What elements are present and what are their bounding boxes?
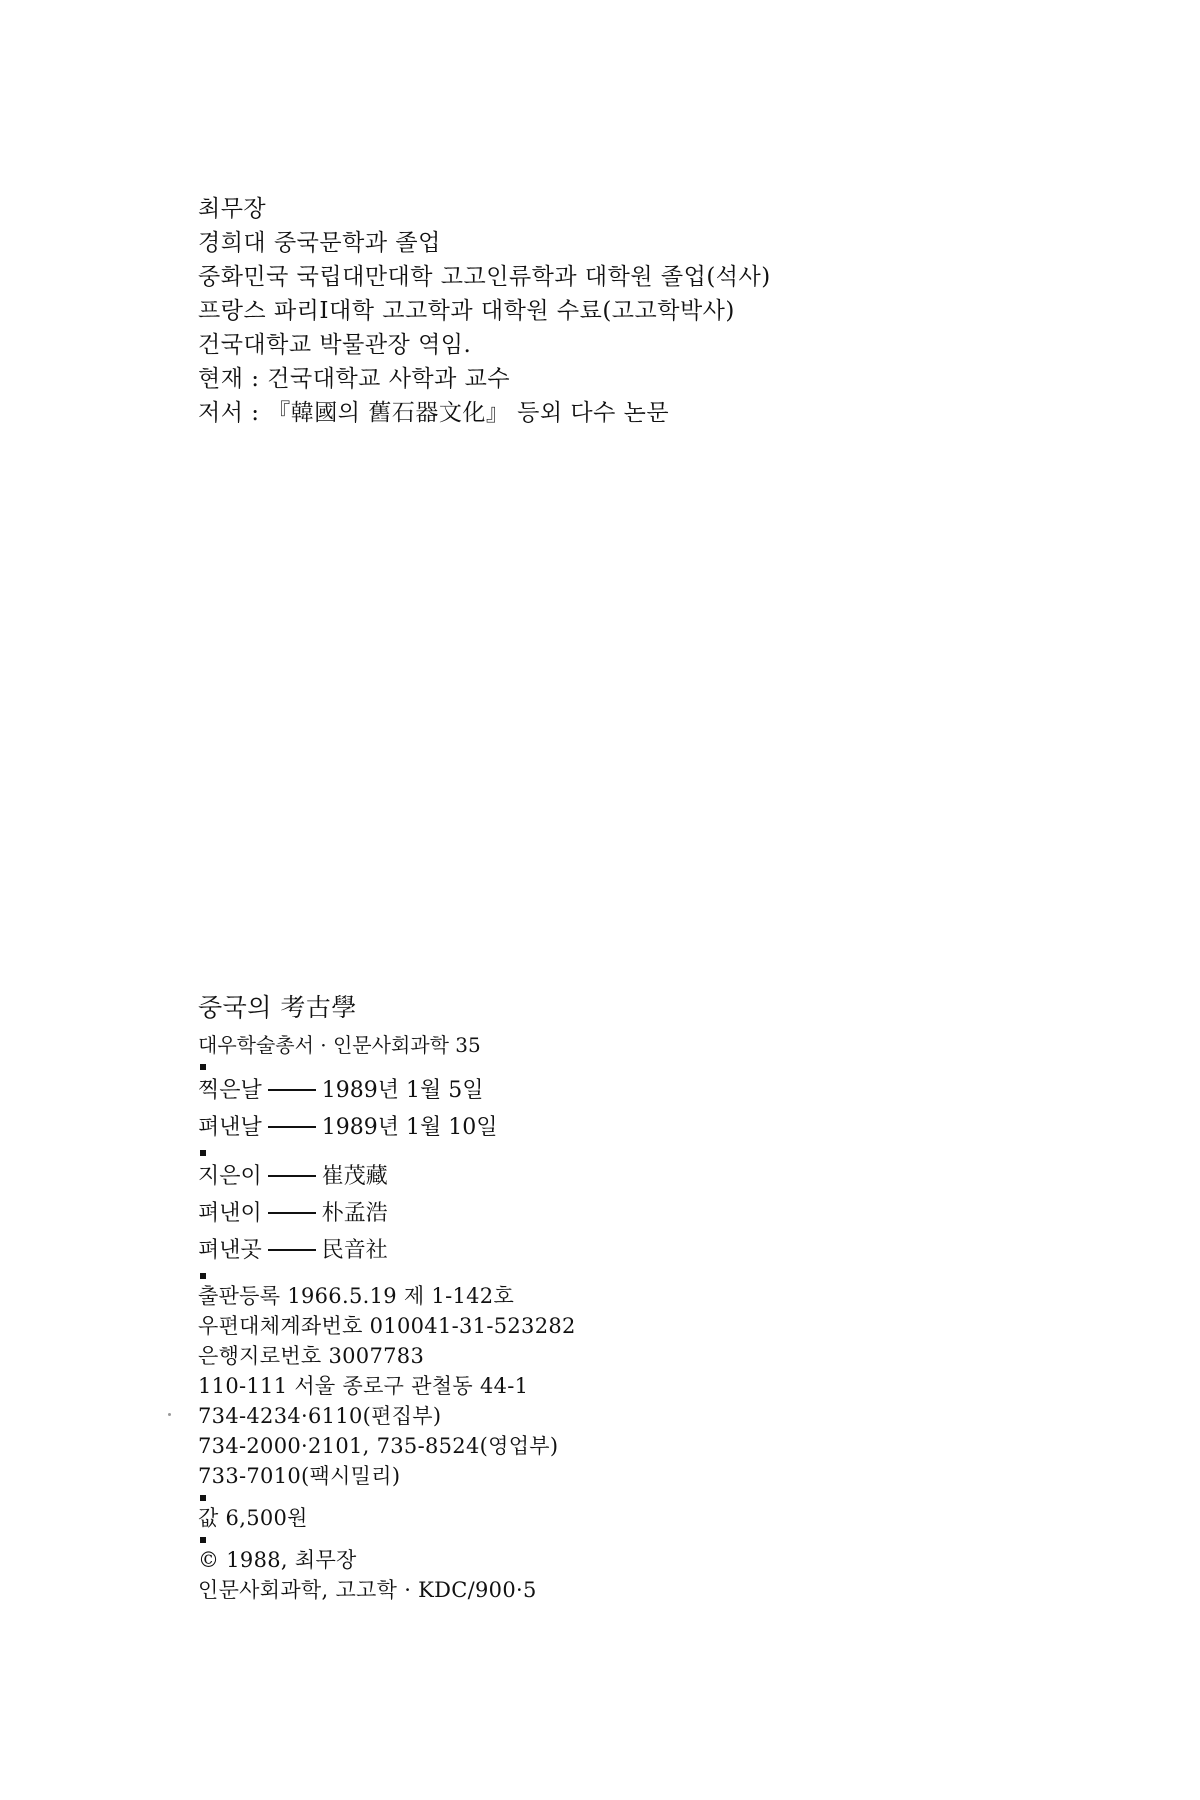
- classification: 인문사회과학, 고고학 · KDC/900·5: [198, 1578, 537, 1602]
- print-date-value: 1989년 1월 5일: [321, 1078, 484, 1103]
- bio-line-education-1: 경희대 중국문학과 졸업: [198, 230, 441, 256]
- bio-line-career: 건국대학교 박물관장 역임.: [198, 332, 472, 358]
- author-row: [198, 1158, 958, 1195]
- publishing-house-row: [198, 1232, 958, 1269]
- phone-sales-line: 734-2000·2101, 735-8524(영업부): [198, 1434, 559, 1458]
- publish-date-row: [198, 1109, 958, 1146]
- dash-rule: [268, 1212, 316, 1214]
- publisher-row: [198, 1195, 958, 1232]
- bio-line-education-2: 중화민국 국립대만대학 고고인류학과 대학원 졸업(석사): [198, 264, 771, 290]
- scan-speck: [168, 1413, 171, 1416]
- copyright-notice: © 1988, 최무장: [198, 1548, 357, 1572]
- colophon: [198, 990, 958, 1605]
- bio-line-education-3: 프랑스 파리I대학 고고학과 대학원 수료(고고학박사): [198, 298, 735, 324]
- author-bio: [198, 192, 958, 430]
- dash-rule: [268, 1126, 316, 1128]
- section-bullet: [200, 1064, 206, 1070]
- dash-rule: [268, 1089, 316, 1091]
- dash-rule: [268, 1249, 316, 1251]
- publish-date-value: 1989년 1월 10일: [321, 1115, 498, 1140]
- registration-line: 출판등록 1966.5.19 제 1-142호: [198, 1284, 515, 1308]
- publisher-value: 朴孟浩: [321, 1201, 388, 1226]
- print-date-label: 찍은날: [198, 1078, 262, 1103]
- bio-line-current-position: 현재 : 건국대학교 사학과 교수: [198, 366, 511, 392]
- price: 값 6,500원: [198, 1506, 308, 1530]
- address-line: 110-111 서울 종로구 관철동 44-1: [198, 1374, 529, 1398]
- publish-date-label: 펴낸날: [198, 1115, 262, 1140]
- publisher-label: 펴낸이: [198, 1201, 262, 1226]
- author-name: 최무장: [198, 196, 267, 222]
- book-title: 중국의 考古學: [198, 993, 357, 1022]
- print-date-row: [198, 1072, 958, 1109]
- section-bullet: [200, 1537, 206, 1543]
- section-bullet: [200, 1150, 206, 1156]
- publishing-house-value: 民音社: [321, 1238, 388, 1263]
- publishing-house-label: 펴낸곳: [198, 1238, 262, 1263]
- series-name: 대우학술총서 · 인문사회과학 35: [198, 1033, 481, 1057]
- dash-rule: [268, 1175, 316, 1177]
- author-label: 지은이: [198, 1164, 262, 1189]
- phone-editorial-line: 734-4234·6110(편집부): [198, 1404, 442, 1428]
- bank-giro-line: 은행지로번호 3007783: [198, 1344, 425, 1368]
- bio-line-publications: 저서 : 『韓國의 舊石器文化』 등외 다수 논문: [198, 400, 670, 426]
- postal-account-line: 우편대체계좌번호 010041-31-523282: [198, 1314, 576, 1338]
- section-bullet: [200, 1495, 206, 1501]
- author-value: 崔茂藏: [321, 1164, 388, 1189]
- fax-line: 733-7010(팩시밀리): [198, 1464, 401, 1488]
- section-bullet: [200, 1273, 206, 1279]
